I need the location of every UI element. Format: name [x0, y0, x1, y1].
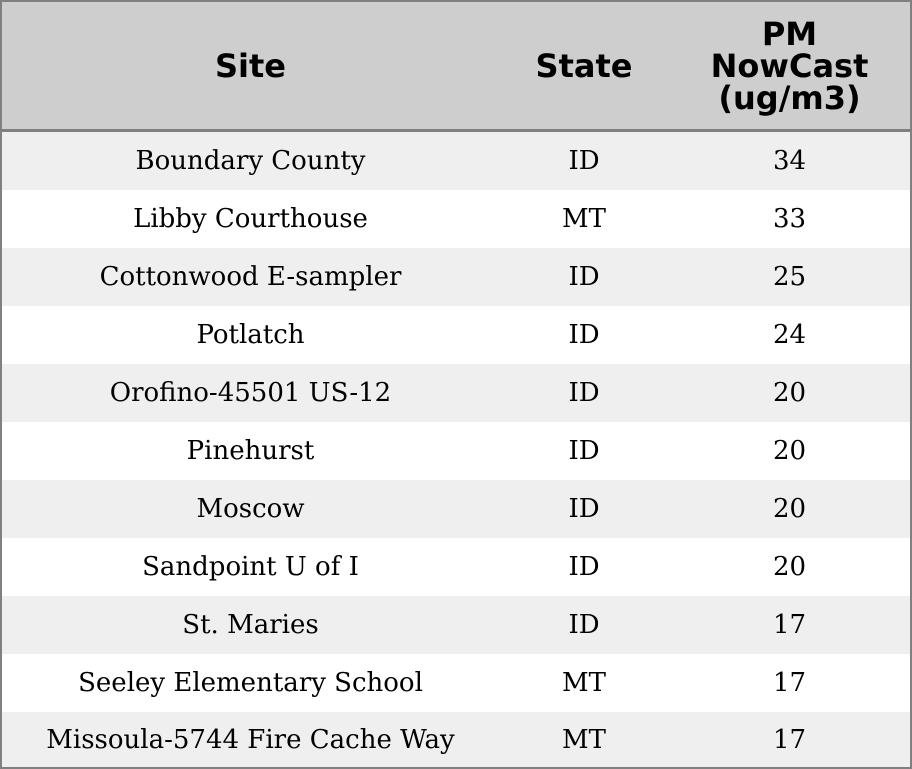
- cell-state: ID: [499, 364, 669, 422]
- cell-site: St. Maries: [2, 596, 499, 654]
- cell-state: ID: [499, 596, 669, 654]
- cell-state: ID: [499, 131, 669, 191]
- header-pm-nowcast: [669, 2, 910, 131]
- cell-pm: 20: [669, 364, 910, 422]
- table-row: [2, 248, 910, 306]
- cell-pm: 33: [669, 190, 910, 248]
- header-row: [2, 2, 910, 131]
- cell-pm: 20: [669, 538, 910, 596]
- table-row: [2, 596, 910, 654]
- cell-state: ID: [499, 306, 669, 364]
- header-pm-line2: NowCast: [710, 46, 869, 85]
- cell-site: Moscow: [2, 480, 499, 538]
- cell-site: Missoula-5744 Fire Cache Way: [2, 712, 499, 767]
- table-row: [2, 422, 910, 480]
- table-row: [2, 364, 910, 422]
- cell-state: MT: [499, 654, 669, 712]
- table-row: [2, 538, 910, 596]
- cell-site: Boundary County: [2, 131, 499, 191]
- cell-pm: 24: [669, 306, 910, 364]
- cell-state: ID: [499, 538, 669, 596]
- header-pm-line3: (ug/m3): [718, 78, 861, 117]
- cell-pm: 17: [669, 654, 910, 712]
- header-pm-line1: PM: [761, 14, 818, 53]
- cell-pm: 17: [669, 712, 910, 767]
- cell-site: Libby Courthouse: [2, 190, 499, 248]
- cell-state: ID: [499, 480, 669, 538]
- cell-pm: 17: [669, 596, 910, 654]
- cell-site: Pinehurst: [2, 422, 499, 480]
- header-site: Site: [2, 2, 499, 131]
- cell-state: ID: [499, 422, 669, 480]
- table-row: [2, 131, 910, 191]
- cell-state: MT: [499, 190, 669, 248]
- cell-pm: 34: [669, 131, 910, 191]
- cell-site: Cottonwood E-sampler: [2, 248, 499, 306]
- table-row: [2, 654, 910, 712]
- table-row: [2, 306, 910, 364]
- cell-state: ID: [499, 248, 669, 306]
- pm-nowcast-table: [2, 2, 910, 767]
- cell-pm: 20: [669, 480, 910, 538]
- table-row: [2, 712, 910, 767]
- cell-pm: 25: [669, 248, 910, 306]
- cell-site: Potlatch: [2, 306, 499, 364]
- table-row: [2, 190, 910, 248]
- cell-state: MT: [499, 712, 669, 767]
- cell-site: Seeley Elementary School: [2, 654, 499, 712]
- table-body: [2, 131, 910, 768]
- table-row: [2, 480, 910, 538]
- header-state: State: [499, 2, 669, 131]
- cell-pm: 20: [669, 422, 910, 480]
- cell-site: Sandpoint U of I: [2, 538, 499, 596]
- table-header: [2, 2, 910, 131]
- cell-site: Orofino-45501 US-12: [2, 364, 499, 422]
